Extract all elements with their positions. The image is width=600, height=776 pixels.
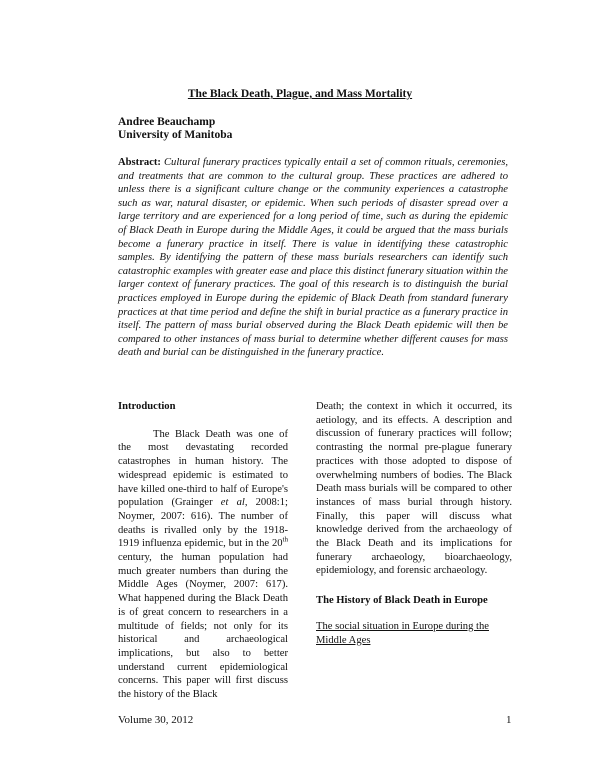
footer-volume: Volume 30, 2012 xyxy=(118,714,194,726)
intro-text-a: The Black Death was one of the most devastating recorded catastrophes in human history. The widespread epidemic is estimated to have killed one-third to half of Europe's population (Grainger xyxy=(118,428,288,509)
introduction-heading: Introduction xyxy=(118,401,176,412)
author-name: Andree Beauchamp xyxy=(118,116,216,128)
intro-text-b: , 2008:1; Noymer, 2007: 616). The number of deaths is rivalled only by the 1918-1919 influenza epidemic, but in the 20 xyxy=(118,497,288,550)
abstract-text: Cultural funerary practices typically entail a set of common rituals, ceremonies, and treatments that are common to the cultural group. These practices are adhered to unless there is a significant culture change or the community experiences a catastrophe such as war, natural disaster, or epidemic. When such periods of disaster spread over a large territory and are experienced for a long period of time, such as during the epidemic of Black Death in Europe during the Middle Ages, it could be argued that the mass burials become a funerary practice in itself. There is value in identifying these catastrophic samples. By identifying the pattern of these mass burials researchers can identify such catastrophic examples with greater ease and place this distinct funerary situation within the larger context of funerary practices. The goal of this research is to distinguish the burial practices employed in Europe during the epidemic of Black Death from standard funerary practices at that time period and define the shift in burial practice as a funerary practice in itself. The pattern of mass burial observed during the Black Death epidemic will then be compared to other instances of mass burial to determine whether different causes for mass death and burial can be distinguished in the funerary practice. xyxy=(118,157,508,359)
intro-superscript: th xyxy=(282,535,288,544)
intro-etal: et al xyxy=(220,497,245,509)
abstract xyxy=(118,156,508,360)
author-block xyxy=(118,116,232,142)
author-affiliation: University of Manitoba xyxy=(118,129,233,141)
footer-page-number: 1 xyxy=(506,714,512,726)
left-column xyxy=(118,400,288,702)
social-situation-subheading: The social situation in Europe during the Middle Ages xyxy=(316,620,489,646)
paper-title: The Black Death, Plague, and Mass Mortality xyxy=(187,88,413,100)
intro-paragraph-2: Death; the context in which it occurred, its aetiology, and its effects. A description and discussion of funerary practices will follow; contrasting the normal pre-plague funerary practices with those adopted to dispose of overwhelming numbers of bodies. The Black Death mass burials will be compared to other instances of mass burial through history. Finally, this paper will discuss what knowledge derived from the archaeology of the Black Death and its implications for funerary archaeology, bioarchaeology, epidemiology, and forensic archaeology. xyxy=(316,401,512,577)
intro-paragraph-1 xyxy=(118,428,288,702)
abstract-label: Abstract: xyxy=(118,157,161,168)
history-heading: The History of Black Death in Europe xyxy=(316,595,488,607)
intro-text-c: century, the human population had much greater numbers than during the Middle Ages (Noymer, 2007: 617). What happened during the Black Death is of great concern to researchers in a multitude of fields; not only for its historical and archaeological implications, but also to better understand current epidemiological concerns. This paper will first discuss the history of the Black xyxy=(118,552,288,701)
right-column xyxy=(316,400,512,647)
